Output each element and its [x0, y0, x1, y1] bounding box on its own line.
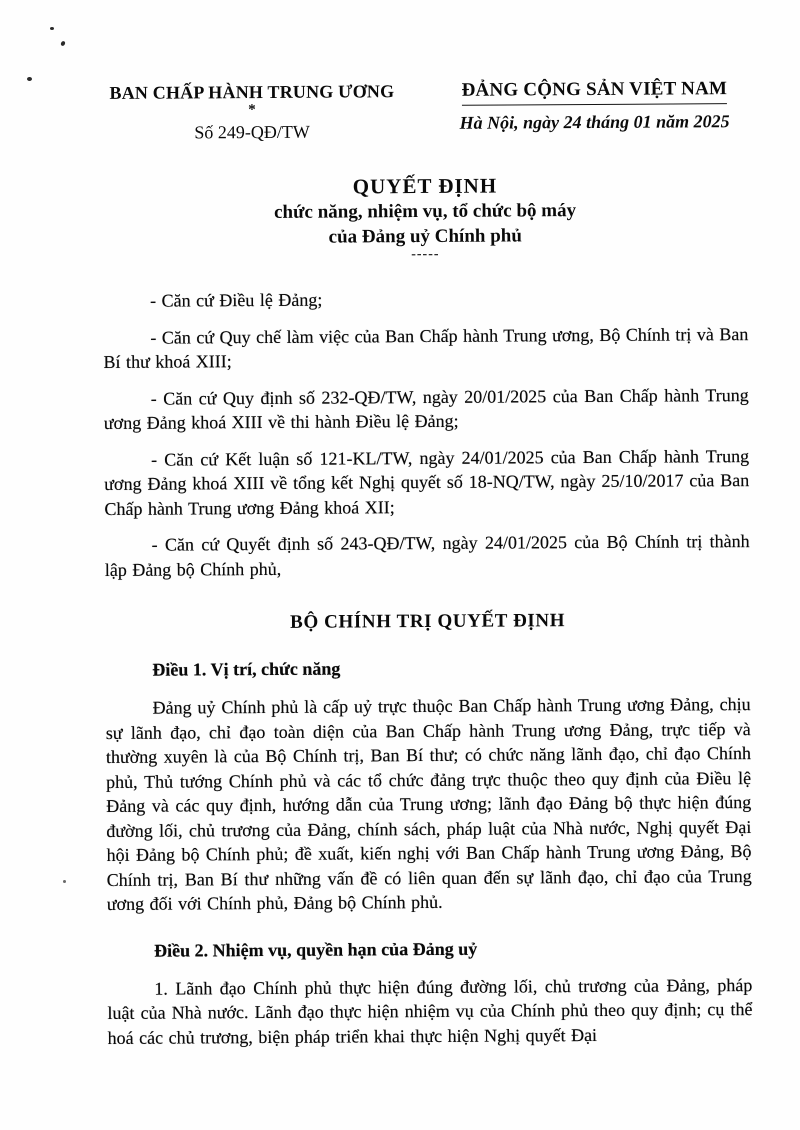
preamble-paragraph: - Căn cứ Quy chế làm việc của Ban Chấp hành Trung ương, Bộ Chính trị và Ban Bí thư khoá XIII; [103, 323, 749, 372]
document-subtitle-line1: chức năng, nhiệm vụ, tổ chức bộ máy [274, 200, 577, 223]
article-2-heading: Điều 2. Nhiệm vụ, quyền hạn của Đảng uỷ [154, 938, 478, 961]
article-1-heading: Điều 1. Vị trí, chức năng [152, 658, 341, 680]
decision-heading: BỘ CHÍNH TRỊ QUYẾT ĐỊNH [290, 610, 566, 633]
preamble-paragraph: - Căn cứ Quyết định số 243-QĐ/TW, ngày 24/01/2025 của Bộ Chính trị thành lập Đảng bộ Chính phủ, [104, 531, 750, 580]
article-1-paragraph: Đảng uỷ Chính phủ là cấp uỷ trực thuộc Ban Chấp hành Trung ương Đảng, chịu sự lãnh đạo, chỉ đạo toàn diện của Ban Chấp hành Trung ương Đảng, trực tiếp và thường xuyên là của Bộ Chính trị, Ban Bí thư; có chức năng lãnh đạo, chỉ đạo Chính phủ, Thủ tướng Chính phủ và các tổ chức đảng trực thuộc theo quy định của Điều lệ Đảng và các quy định, hướng dẫn của Trung ương; lãnh đạo Đảng bộ thực hiện đúng đường lối, chủ trương của Đảng, chính sách, pháp luật của Nhà nước, Nghị quyết Đại hội Đảng bộ Chính phủ; đề xuất, kiến nghị với Ban Chấp hành Trung ương Đảng, Bộ Chính trị, Ban Bí thư những vấn đề có liên quan đến sự lãnh đạo, chỉ đạo của Trung ương đối với Chính phủ, Đảng bộ Chính phủ. [105, 694, 752, 914]
national-motto: ĐẢNG CỘNG SẢN VIỆT NAM [462, 78, 728, 106]
star-separator: * [248, 102, 256, 119]
issuing-org-name: BAN CHẤP HÀNH TRUNG ƯƠNG [109, 81, 395, 103]
document-header [102, 78, 747, 145]
preamble-paragraph: - Căn cứ Kết luận số 121-KL/TW, ngày 24/01/2025 của Ban Chấp hành Trung ương Đảng khoá XIII về tổng kết Nghị quyết số 18-NQ/TW, ngày 25/10/2017 của Ban Chấp hành Trung ương Đảng khoá XII; [104, 445, 750, 519]
document-number: Số 249-QĐ/TW [194, 121, 310, 143]
document-content [102, 78, 753, 1062]
scan-speck [27, 77, 32, 81]
document-title-block [102, 171, 748, 263]
national-header-block [442, 78, 747, 134]
title-divider: ----- [411, 246, 440, 263]
preamble-paragraph: - Căn cứ Quy định số 232-QĐ/TW, ngày 20/01/2025 của Ban Chấp hành Trung ương Đảng khoá XIII về thi hành Điều lệ Đảng; [103, 384, 749, 433]
preamble-paragraph: - Căn cứ Điều lệ Đảng; [150, 289, 323, 311]
article-2-paragraph: 1. Lãnh đạo Chính phủ thực hiện đúng đường lối, chủ trương của Đảng, pháp luật của Nhà nước. Lãnh đạo thực hiện nhiệm vụ của Chính phủ theo quy định; cụ thể hoá các chủ trương, biện pháp triển khai thực hiện Nghị quyết Đại [107, 974, 753, 1048]
document-title: QUYẾT ĐỊNH [352, 173, 498, 199]
scan-speck [63, 880, 66, 883]
scan-speck [50, 27, 54, 30]
issuing-org-block [102, 80, 402, 145]
place-and-date: Hà Nội, ngày 24 tháng 01 năm 2025 [459, 111, 730, 133]
scan-speck [60, 40, 66, 46]
document-subtitle-line2: của Đảng uỷ Chính phủ [328, 225, 522, 248]
